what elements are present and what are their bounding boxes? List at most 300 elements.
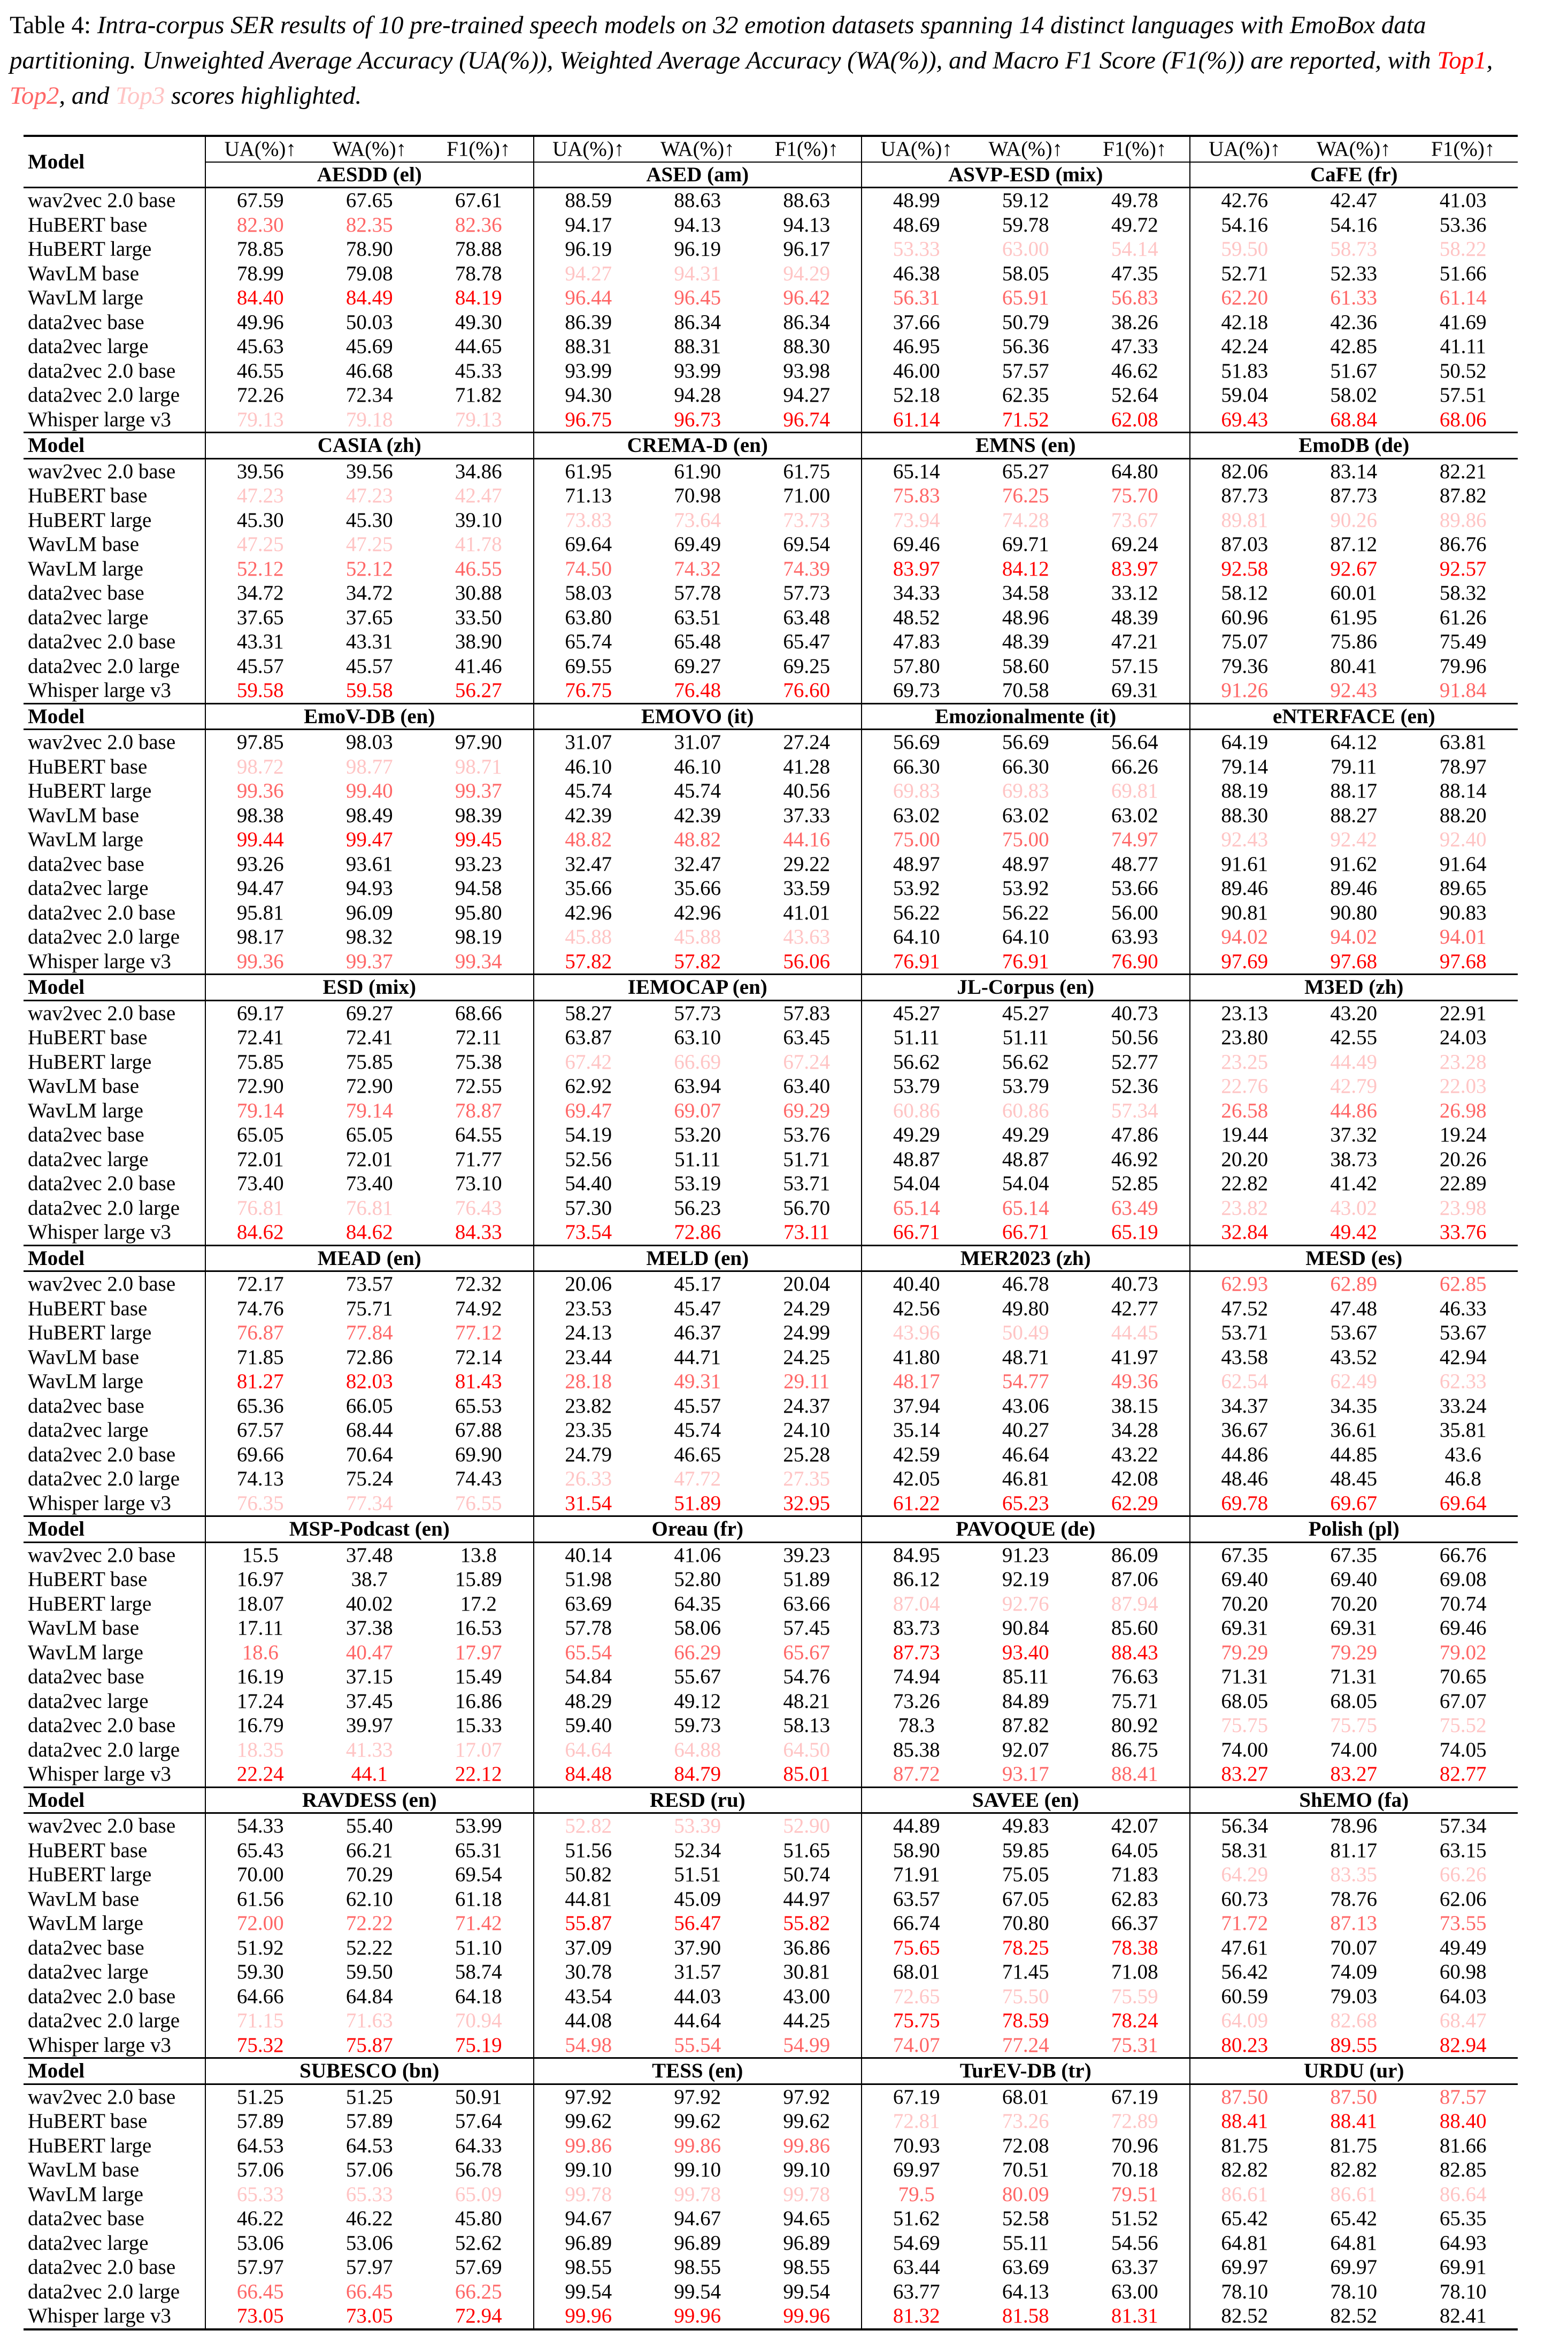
score-cell: 37.94: [862, 1394, 971, 1419]
score-cell: 81.43: [455, 1370, 502, 1393]
score-cell: 46.22: [345, 2207, 393, 2230]
table-row: [24, 1813, 1518, 1838]
score-cell: 59.58: [345, 679, 393, 702]
score-cell: 53.39: [643, 1813, 752, 1838]
score-cell: 78.85: [205, 237, 315, 262]
score-cell: 71.91: [862, 1862, 971, 1887]
score-cell: 71.77: [455, 1147, 502, 1171]
score-cell: 98.55: [783, 2256, 831, 2279]
score-cell: 20.20: [1190, 1147, 1300, 1172]
score-cell: 41.03: [1409, 188, 1518, 213]
score-cell: 56.78: [455, 2158, 502, 2182]
score-cell: 29.22: [783, 852, 831, 876]
score-cell: 67.19: [862, 2084, 971, 2109]
model-column-header: Model: [24, 1787, 205, 1813]
score-cell: 74.28: [1002, 508, 1049, 532]
score-cell: 63.57: [862, 1887, 971, 1912]
score-cell: 33.59: [783, 877, 831, 900]
score-cell: 38.90: [455, 630, 502, 654]
score-cell: 43.22: [1111, 1443, 1158, 1466]
model-name: data2vec base: [28, 310, 144, 334]
score-cell: 29.11: [783, 1370, 830, 1393]
score-cell: 66.21: [345, 1838, 393, 1862]
table-row: [24, 1074, 1518, 1099]
score-cell: 89.65: [1439, 877, 1487, 900]
score-cell: 86.34: [783, 310, 831, 334]
score-cell: 54.16: [1330, 213, 1378, 236]
score-cell: 53.79: [1002, 1075, 1049, 1098]
table-row: [24, 1862, 1518, 1887]
score-cell: 91.64: [1439, 852, 1487, 876]
score-cell: 88.31: [674, 335, 721, 358]
score-cell: 92.43: [1330, 679, 1378, 702]
table-row: [24, 1196, 1518, 1221]
score-cell: 53.06: [205, 2231, 315, 2256]
score-cell: 17.2: [460, 1592, 497, 1615]
score-cell: 72.14: [455, 1345, 502, 1369]
score-cell: 53.92: [1002, 877, 1049, 900]
score-cell: 44.1: [351, 1762, 388, 1786]
model-name: data2vec base: [28, 2207, 144, 2230]
score-cell: 70.96: [1111, 2134, 1158, 2157]
table-row: [24, 383, 1518, 408]
score-cell: 68.05: [1190, 1689, 1300, 1714]
score-cell: 43.31: [205, 630, 315, 654]
table-row: [24, 2255, 1518, 2280]
score-cell: 97.69: [1190, 949, 1300, 975]
table-row: [24, 1394, 1518, 1419]
score-cell: 63.10: [674, 1026, 721, 1049]
score-cell: 40.73: [1080, 1000, 1190, 1025]
score-cell: 87.04: [862, 1592, 971, 1616]
model-name: Whisper large v3: [24, 2304, 205, 2329]
score-cell: 70.94: [455, 2009, 502, 2033]
score-cell: 64.50: [783, 1738, 831, 1761]
dataset-header-row: [24, 703, 1518, 730]
score-cell: 77.24: [1002, 2033, 1049, 2057]
score-cell: 33.76: [1439, 1221, 1487, 1244]
score-cell: 72.55: [455, 1075, 502, 1098]
score-cell: 72.90: [345, 1075, 393, 1098]
table-row: [24, 1321, 1518, 1345]
score-cell: 99.44: [205, 827, 315, 852]
score-cell: 44.65: [455, 335, 502, 358]
score-cell: 60.73: [1190, 1887, 1300, 1912]
model-name: data2vec 2.0 large: [28, 1196, 180, 1220]
score-cell: 53.36: [1439, 213, 1487, 236]
score-cell: 46.8: [1444, 1467, 1481, 1491]
score-cell: 96.89: [783, 2231, 831, 2255]
score-cell: 91.61: [1190, 852, 1300, 877]
score-cell: 76.43: [455, 1196, 502, 1220]
score-cell: 79.51: [1111, 2182, 1158, 2206]
score-cell: 69.27: [315, 1000, 425, 1025]
score-cell: 82.82: [1330, 2158, 1378, 2182]
dataset-header: Oreau (fr): [534, 1516, 862, 1543]
score-cell: 72.00: [205, 1911, 315, 1936]
score-cell: 99.36: [205, 949, 315, 975]
score-cell: 72.34: [345, 384, 393, 407]
table-row: [24, 654, 1518, 679]
score-cell: 37.09: [534, 1936, 643, 1960]
score-cell: 42.18: [1190, 310, 1300, 335]
score-cell: 42.47: [455, 484, 502, 508]
table-row: [24, 876, 1518, 901]
score-cell: 50.82: [534, 1862, 643, 1887]
score-cell: 75.86: [1330, 630, 1378, 654]
score-cell: 51.83: [1190, 359, 1300, 384]
dataset-header: Polish (pl): [1190, 1516, 1518, 1543]
score-cell: 63.02: [1002, 803, 1049, 827]
score-cell: 87.82: [1439, 484, 1487, 508]
score-cell: 75.71: [1111, 1689, 1158, 1713]
score-cell: 84.12: [1002, 557, 1049, 580]
score-cell: 49.80: [1002, 1297, 1049, 1320]
score-cell: 44.89: [862, 1813, 971, 1838]
score-cell: 72.32: [424, 1271, 534, 1297]
score-cell: 69.71: [1002, 533, 1049, 556]
model-name: data2vec 2.0 large: [28, 2009, 180, 2033]
score-cell: 75.00: [862, 827, 971, 852]
score-cell: 54.16: [1190, 213, 1300, 237]
score-cell: 71.52: [1002, 408, 1049, 431]
score-cell: 69.25: [783, 654, 831, 678]
score-cell: 96.44: [534, 286, 643, 310]
score-cell: 48.97: [862, 852, 971, 877]
dataset-header: IEMOCAP (en): [534, 975, 862, 1001]
score-cell: 66.26: [1439, 1863, 1487, 1887]
score-cell: 18.35: [205, 1738, 315, 1762]
score-cell: 91.84: [1439, 679, 1487, 702]
score-cell: 84.48: [534, 1762, 643, 1787]
score-cell: 79.29: [1190, 1640, 1300, 1665]
score-cell: 53.20: [674, 1123, 721, 1147]
score-cell: 63.00: [1111, 2280, 1158, 2303]
score-cell: 84.19: [455, 286, 502, 310]
dataset-header: ASED (am): [534, 162, 862, 188]
score-cell: 82.30: [205, 213, 315, 237]
score-cell: 70.20: [1330, 1592, 1378, 1615]
score-cell: 63.81: [1409, 730, 1518, 755]
score-cell: 79.02: [1439, 1640, 1487, 1664]
dataset-header: MELD (en): [534, 1245, 862, 1271]
score-cell: 63.37: [1111, 2256, 1158, 2279]
score-cell: 50.56: [1111, 1026, 1158, 1049]
score-cell: 15.49: [455, 1665, 502, 1689]
metric-header: UA(%)↑: [534, 136, 643, 162]
score-cell: 45.74: [674, 779, 721, 803]
score-cell: 31.07: [534, 730, 643, 755]
score-cell: 97.68: [1330, 949, 1378, 973]
score-cell: 34.72: [205, 581, 315, 605]
score-cell: 45.09: [674, 1887, 721, 1911]
score-cell: 84.62: [205, 1220, 315, 1245]
score-cell: 64.19: [1190, 730, 1300, 755]
score-cell: 64.13: [1002, 2280, 1049, 2303]
score-cell: 42.55: [1330, 1026, 1378, 1049]
score-cell: 69.40: [1190, 1567, 1300, 1592]
score-cell: 56.27: [455, 679, 502, 702]
score-cell: 48.99: [862, 188, 971, 213]
score-cell: 86.12: [862, 1567, 971, 1592]
score-cell: 69.40: [1330, 1568, 1378, 1591]
table-row: [24, 2280, 1518, 2304]
score-cell: 54.77: [1002, 1370, 1049, 1393]
score-cell: 76.90: [1111, 949, 1158, 973]
score-cell: 24.37: [783, 1394, 831, 1417]
score-cell: 63.69: [534, 1592, 643, 1616]
score-cell: 24.29: [783, 1297, 831, 1320]
score-cell: 89.46: [1190, 876, 1300, 901]
score-cell: 48.29: [534, 1689, 643, 1714]
score-cell: 53.71: [1190, 1321, 1300, 1345]
score-cell: 66.45: [345, 2280, 393, 2303]
score-cell: 84.95: [862, 1542, 971, 1567]
score-cell: 61.26: [1439, 605, 1487, 629]
score-cell: 37.33: [783, 803, 831, 827]
score-cell: 63.49: [1111, 1196, 1158, 1220]
score-cell: 52.56: [534, 1147, 643, 1172]
score-cell: 42.56: [862, 1297, 971, 1321]
score-cell: 58.02: [1330, 384, 1378, 407]
model-name: WavLM base: [28, 1345, 140, 1369]
score-cell: 25.28: [783, 1443, 831, 1466]
score-cell: 37.48: [315, 1542, 425, 1567]
table-row: [24, 310, 1518, 335]
score-cell: 70.65: [1439, 1665, 1487, 1689]
table-row: [24, 1220, 1518, 1245]
score-cell: 76.60: [783, 679, 831, 702]
score-cell: 36.86: [783, 1936, 831, 1959]
score-cell: 70.93: [862, 2134, 971, 2158]
score-cell: 57.97: [345, 2256, 393, 2279]
model-name: WavLM base: [28, 803, 140, 827]
score-cell: 69.64: [1439, 1491, 1487, 1515]
score-cell: 48.69: [862, 213, 971, 237]
score-cell: 68.66: [424, 1000, 534, 1025]
score-cell: 42.47: [1299, 188, 1409, 213]
dataset-header: ASVP-ESD (mix): [862, 162, 1190, 188]
score-cell: 57.97: [205, 2255, 315, 2280]
score-cell: 99.40: [345, 779, 393, 803]
score-cell: 62.93: [1190, 1271, 1300, 1297]
metric-header: F1(%)↑: [1409, 136, 1518, 162]
dataset-header: SUBESCO (bn): [205, 2058, 534, 2084]
score-cell: 94.31: [674, 262, 721, 285]
score-cell: 71.45: [1002, 1960, 1049, 1984]
score-cell: 32.84: [1190, 1220, 1300, 1245]
score-cell: 47.33: [1111, 335, 1158, 358]
model-column-header: Model: [24, 433, 205, 459]
score-cell: 45.57: [345, 654, 393, 678]
score-cell: 97.85: [205, 730, 315, 755]
score-cell: 71.31: [1330, 1665, 1378, 1689]
score-cell: 96.73: [674, 408, 721, 431]
score-cell: 68.06: [1439, 408, 1487, 431]
score-cell: 94.30: [534, 383, 643, 408]
score-cell: 79.03: [1330, 1984, 1378, 2008]
score-cell: 78.90: [345, 237, 393, 261]
score-cell: 43.52: [1330, 1345, 1378, 1369]
score-cell: 56.62: [862, 1050, 971, 1075]
score-cell: 88.59: [534, 188, 643, 213]
score-cell: 39.56: [315, 458, 425, 484]
score-cell: 99.86: [783, 2134, 831, 2157]
score-cell: 71.63: [345, 2009, 393, 2033]
score-cell: 52.64: [1111, 384, 1158, 407]
score-cell: 44.86: [1330, 1099, 1378, 1122]
model-name: Whisper large v3: [28, 679, 171, 702]
score-cell: 49.30: [455, 310, 502, 334]
score-cell: 64.81: [1330, 2231, 1378, 2255]
model-name: WavLM base: [28, 1887, 140, 1911]
score-cell: 64.53: [345, 2134, 393, 2157]
score-cell: 76.35: [205, 1491, 315, 1516]
score-cell: 60.86: [862, 1099, 971, 1123]
score-cell: 23.35: [534, 1418, 643, 1443]
score-cell: 67.59: [205, 188, 315, 213]
score-cell: 81.75: [1330, 2134, 1378, 2157]
score-cell: 70.07: [1330, 1936, 1378, 1959]
score-cell: 95.80: [455, 901, 502, 924]
score-cell: 57.80: [862, 654, 971, 679]
score-cell: 63.94: [674, 1075, 721, 1098]
score-cell: 39.97: [345, 1714, 393, 1737]
score-cell: 76.55: [455, 1491, 502, 1515]
score-cell: 41.28: [783, 755, 831, 778]
results-table: [24, 135, 1518, 2330]
score-cell: 41.80: [862, 1345, 971, 1370]
score-cell: 32.95: [783, 1491, 831, 1515]
score-cell: 46.55: [455, 557, 502, 580]
score-cell: 52.18: [862, 383, 971, 408]
score-cell: 66.71: [862, 1220, 971, 1245]
score-cell: 78.97: [1439, 755, 1487, 778]
score-cell: 47.35: [1111, 262, 1158, 285]
score-cell: 99.37: [455, 779, 502, 803]
score-cell: 66.69: [674, 1050, 721, 1074]
score-cell: 61.95: [534, 458, 643, 484]
score-cell: 45.30: [345, 508, 393, 532]
score-cell: 87.13: [1330, 1912, 1378, 1935]
score-cell: 63.02: [1111, 803, 1158, 827]
score-cell: 41.42: [1330, 1172, 1378, 1195]
score-cell: 48.97: [1002, 852, 1049, 876]
dataset-header: eNTERFACE (en): [1190, 703, 1518, 730]
score-cell: 54.14: [1111, 237, 1158, 261]
score-cell: 54.33: [205, 1813, 315, 1838]
score-cell: 36.61: [1330, 1419, 1378, 1442]
score-cell: 98.17: [205, 925, 315, 949]
score-cell: 60.96: [1190, 605, 1300, 630]
table-row: [24, 1887, 1518, 1912]
score-cell: 31.57: [674, 1960, 721, 1984]
table-row: [24, 2084, 1518, 2109]
score-cell: 74.43: [455, 1467, 502, 1491]
score-cell: 51.92: [205, 1936, 315, 1960]
score-cell: 62.54: [1190, 1369, 1300, 1394]
score-cell: 58.05: [1002, 262, 1049, 285]
score-cell: 49.49: [1439, 1936, 1487, 1959]
score-cell: 57.34: [1111, 1099, 1158, 1122]
score-cell: 44.08: [534, 2008, 643, 2033]
score-cell: 51.98: [534, 1567, 643, 1592]
score-cell: 94.58: [455, 877, 502, 900]
score-cell: 68.84: [1330, 408, 1378, 431]
score-cell: 65.43: [205, 1838, 315, 1863]
score-cell: 78.10: [1190, 2280, 1300, 2304]
score-cell: 66.76: [1409, 1542, 1518, 1567]
model-name: HuBERT large: [28, 1592, 152, 1615]
table-row: [24, 1123, 1518, 1147]
score-cell: 57.69: [455, 2256, 502, 2279]
score-cell: 57.78: [534, 1616, 643, 1640]
score-cell: 69.67: [1330, 1491, 1378, 1515]
score-cell: 57.45: [783, 1616, 831, 1640]
score-cell: 86.39: [534, 310, 643, 335]
score-cell: 89.46: [1330, 877, 1378, 900]
score-cell: 48.87: [862, 1147, 971, 1172]
score-cell: 43.31: [345, 630, 393, 654]
score-cell: 44.85: [1330, 1443, 1378, 1466]
score-cell: 59.78: [1002, 213, 1049, 236]
score-cell: 73.54: [534, 1220, 643, 1245]
score-cell: 86.09: [1080, 1542, 1190, 1567]
score-cell: 76.81: [205, 1196, 315, 1221]
score-cell: 48.96: [1002, 605, 1049, 629]
dataset-header: CREMA-D (en): [534, 433, 862, 459]
score-cell: 67.35: [1299, 1542, 1409, 1567]
score-cell: 52.85: [1111, 1172, 1158, 1195]
score-cell: 61.22: [862, 1491, 971, 1516]
score-cell: 42.24: [1190, 334, 1300, 359]
score-cell: 42.39: [674, 803, 721, 827]
score-cell: 83.14: [1299, 458, 1409, 484]
score-cell: 83.27: [1330, 1762, 1378, 1786]
score-cell: 65.31: [455, 1838, 502, 1862]
score-cell: 30.78: [534, 1960, 643, 1984]
score-cell: 22.89: [1439, 1172, 1487, 1195]
score-cell: 73.67: [1111, 508, 1158, 532]
score-cell: 99.37: [345, 949, 393, 973]
score-cell: 99.86: [534, 2134, 643, 2158]
score-cell: 99.34: [455, 949, 502, 973]
score-cell: 52.62: [455, 2231, 502, 2255]
score-cell: 22.76: [1190, 1074, 1300, 1099]
table-row: [24, 1567, 1518, 1592]
score-cell: 70.58: [1002, 679, 1049, 702]
score-cell: 41.69: [1439, 310, 1487, 334]
score-cell: 75.75: [1330, 1714, 1378, 1737]
score-cell: 78.59: [1002, 2009, 1049, 2033]
score-cell: 92.40: [1439, 828, 1487, 852]
score-cell: 94.93: [345, 877, 393, 900]
dataset-header-row: [24, 1245, 1518, 1271]
score-cell: 67.05: [1002, 1887, 1049, 1911]
score-cell: 55.40: [315, 1813, 425, 1838]
score-cell: 65.14: [862, 1196, 971, 1221]
score-cell: 43.00: [783, 1984, 831, 2008]
table-row: [24, 557, 1518, 581]
score-cell: 58.73: [1330, 237, 1378, 261]
score-cell: 54.99: [783, 2033, 831, 2057]
score-cell: 64.35: [674, 1592, 721, 1615]
score-cell: 75.75: [1190, 1713, 1300, 1738]
score-cell: 13.8: [424, 1542, 534, 1567]
score-cell: 61.95: [1330, 605, 1378, 629]
score-cell: 87.82: [1002, 1714, 1049, 1737]
dataset-header: EMNS (en): [862, 433, 1190, 459]
